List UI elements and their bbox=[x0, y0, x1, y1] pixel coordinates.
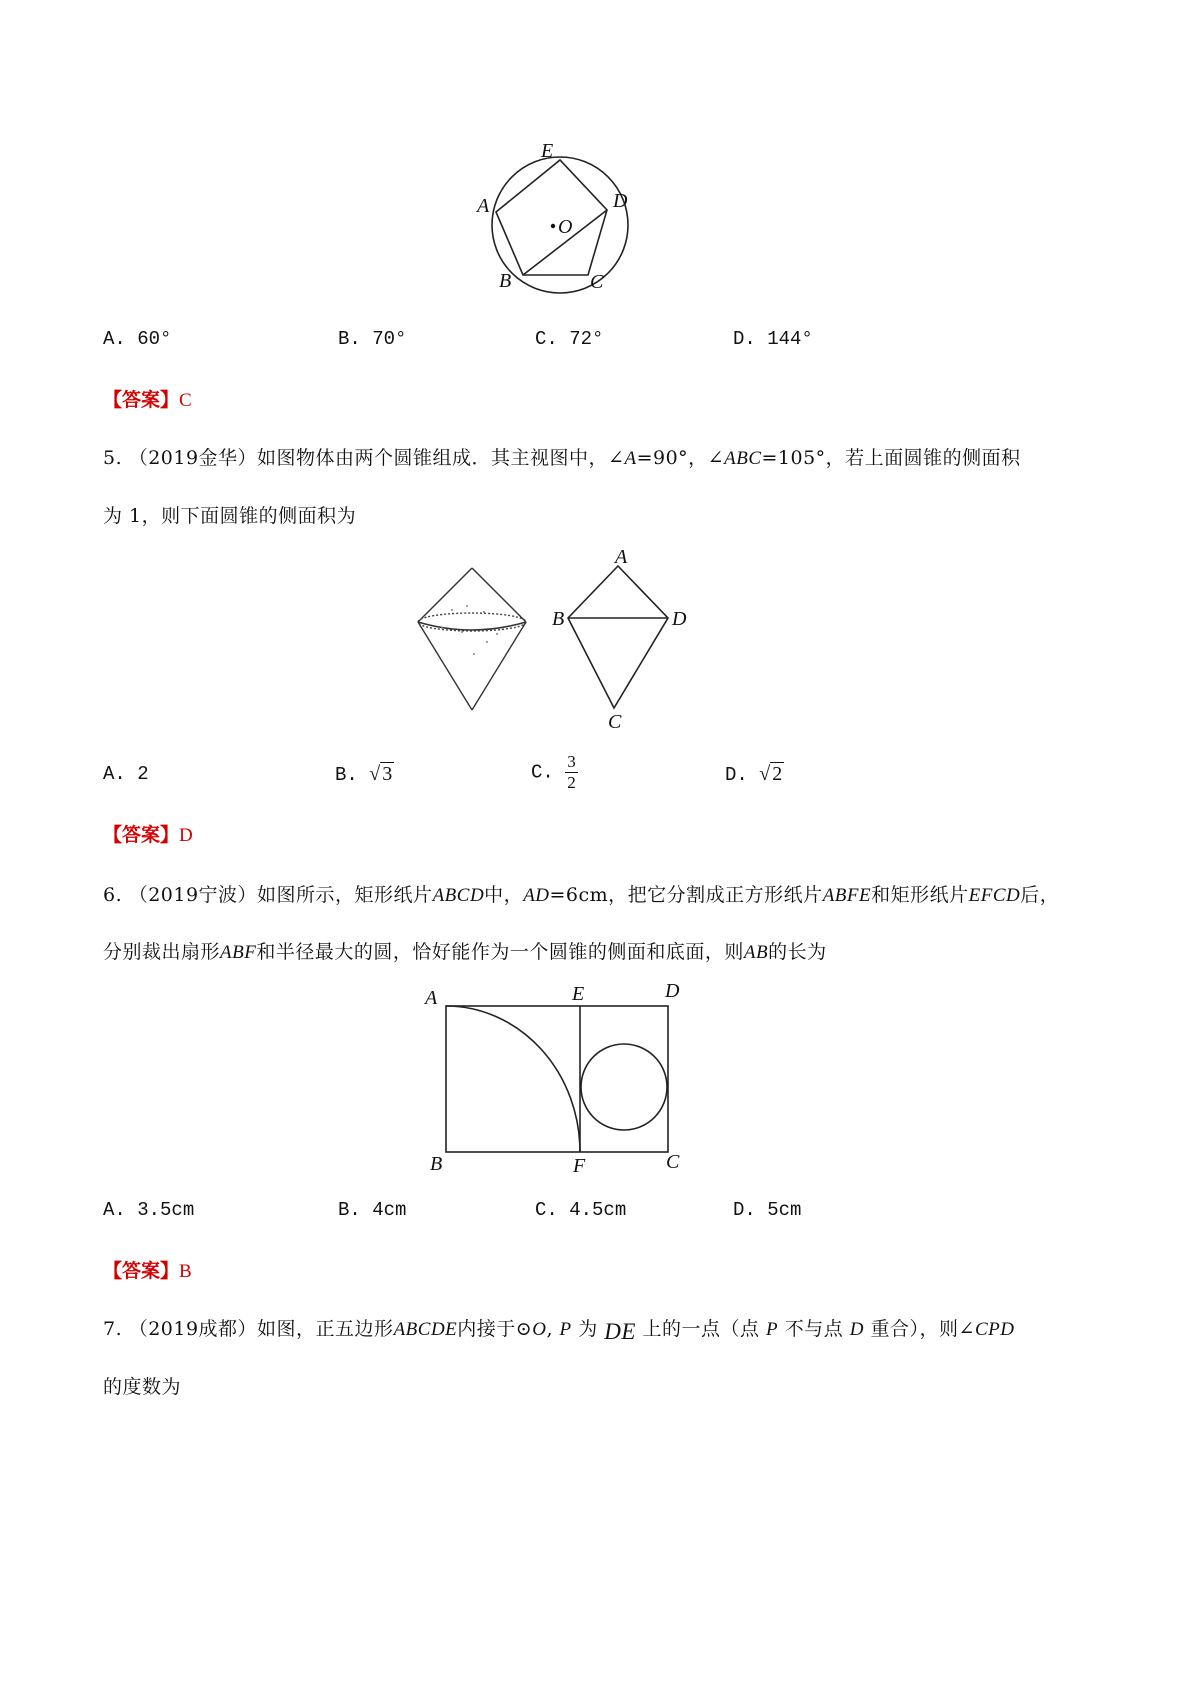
label-d: D bbox=[672, 608, 687, 630]
q5-option-a bbox=[103, 763, 149, 785]
q5-cone-3d-figure bbox=[412, 562, 542, 717]
q6-option-b: B. 4cm bbox=[338, 1199, 407, 1221]
stem-text: 为 bbox=[578, 1318, 598, 1340]
cone-edge bbox=[472, 568, 526, 622]
q5-stem-line1 bbox=[103, 443, 1021, 470]
q6-option-c: C. 4.5cm bbox=[535, 1199, 627, 1221]
stem-text: 分别裁出扇形 bbox=[103, 941, 221, 963]
stem-text: 的长为 bbox=[768, 941, 827, 963]
question-source: （2019金华） bbox=[128, 447, 258, 469]
label-o: O bbox=[558, 216, 573, 238]
sector-arc-abf bbox=[446, 1006, 580, 1152]
stem-var: P bbox=[766, 1319, 779, 1340]
q6-figure bbox=[420, 980, 690, 1175]
stem-text: 中， bbox=[484, 884, 524, 906]
stem-text: , bbox=[546, 1318, 553, 1340]
label-c: C bbox=[590, 271, 604, 293]
label-a: A bbox=[615, 546, 628, 568]
stem-var: ABCD bbox=[432, 885, 485, 906]
stem-text: =105°，若上面圆锥的侧面积 bbox=[761, 447, 1021, 469]
fraction-numerator: 3 bbox=[567, 752, 576, 771]
question-number: 6. bbox=[103, 884, 123, 906]
fraction bbox=[565, 752, 578, 793]
q5-stem-line2: 为 1，则下面圆锥的侧面积为 bbox=[103, 505, 357, 527]
label-f: F bbox=[573, 1155, 586, 1175]
q4-figure bbox=[470, 140, 670, 300]
stem-text: 内接于⊙ bbox=[457, 1318, 533, 1340]
label-b: B bbox=[430, 1153, 443, 1175]
sqrt-expression: √ 2 bbox=[759, 763, 783, 785]
stem-text: =90°，∠ bbox=[636, 447, 725, 469]
q6-stem-line1 bbox=[103, 880, 1059, 907]
stem-text: 重合），则∠ bbox=[870, 1318, 975, 1340]
option-label: C. bbox=[531, 761, 554, 784]
rectangle-abcd bbox=[446, 1006, 668, 1152]
q4-option-c: C. 72° bbox=[535, 328, 604, 350]
stem-var: ABF bbox=[220, 942, 257, 963]
answer-value: C bbox=[179, 390, 192, 411]
option-label: A. bbox=[103, 763, 126, 785]
answer-label: 【答案】 bbox=[103, 824, 180, 846]
label-e: E bbox=[572, 983, 585, 1005]
stem-text: 如图物体由两个圆锥组成．其主视图中，∠ bbox=[257, 447, 625, 469]
answer-label: 【答案】 bbox=[103, 389, 180, 411]
fraction-denominator: 2 bbox=[567, 773, 576, 792]
label-d: D bbox=[613, 190, 628, 212]
stem-var: O bbox=[532, 1319, 547, 1340]
label-b: B bbox=[552, 608, 565, 630]
stem-var: ABCDE bbox=[393, 1319, 458, 1340]
q7-stem-line2: 的度数为 bbox=[103, 1376, 182, 1398]
stem-var: ABC bbox=[724, 448, 762, 469]
question-number: 7. bbox=[103, 1318, 123, 1340]
q6-option-a: A. 3.5cm bbox=[103, 1199, 195, 1221]
stem-text: 如图，正五边形 bbox=[257, 1318, 394, 1340]
q5-option-b bbox=[335, 763, 394, 786]
stem-text: 不与点 bbox=[784, 1318, 844, 1340]
answer-value: B bbox=[179, 1261, 192, 1282]
q5-answer bbox=[103, 820, 193, 847]
cone-edge bbox=[472, 622, 526, 710]
question-source: （2019成都） bbox=[128, 1318, 258, 1340]
q7-stem-line1 bbox=[103, 1314, 1015, 1344]
option-label: D. bbox=[725, 764, 748, 786]
center-dot bbox=[551, 224, 555, 228]
q4-option-d: D. 144° bbox=[733, 328, 813, 350]
question-source: （2019宁波） bbox=[128, 884, 258, 906]
label-a: A bbox=[425, 987, 438, 1009]
kite-abcd bbox=[568, 566, 668, 708]
stem-var: ABFE bbox=[822, 885, 872, 906]
cone-base-ellipse bbox=[418, 613, 526, 631]
answer-value: D bbox=[179, 825, 193, 846]
label-b: B bbox=[499, 270, 512, 292]
q4-answer bbox=[103, 385, 192, 412]
q4-option-a: A. 60° bbox=[103, 328, 172, 350]
question-number: 5. bbox=[103, 447, 123, 469]
stem-text: =6cm，把它分割成正方形纸片 bbox=[549, 884, 823, 906]
q6-answer bbox=[103, 1256, 192, 1283]
stem-text: 和矩形纸片 bbox=[871, 884, 969, 906]
sqrt-expression: √ 3 bbox=[369, 763, 393, 785]
arc-de: DE bbox=[604, 1319, 636, 1344]
stem-text: 和半径最大的圆，恰好能作为一个圆锥的侧面和底面，则 bbox=[256, 941, 744, 963]
stem-var: AD bbox=[523, 885, 550, 906]
stem-var: A bbox=[624, 448, 637, 469]
stem-text: 后， bbox=[1020, 884, 1060, 906]
q4-option-b: B. 70° bbox=[338, 328, 407, 350]
q5-option-d bbox=[725, 763, 784, 786]
label-c: C bbox=[666, 1151, 680, 1173]
label-d: D bbox=[665, 980, 680, 1002]
option-label: B. bbox=[335, 764, 358, 786]
option-value: 2 bbox=[137, 763, 149, 785]
stem-var: CPD bbox=[974, 1319, 1015, 1340]
stem-var: EFCD bbox=[968, 885, 1021, 906]
label-c: C bbox=[608, 711, 622, 733]
label-e: E bbox=[541, 140, 554, 162]
stem-var: AB bbox=[743, 942, 769, 963]
option-value: 3 bbox=[382, 763, 393, 785]
stem-text: 如图所示，矩形纸片 bbox=[257, 884, 433, 906]
q6-option-d: D. 5cm bbox=[733, 1199, 802, 1221]
cone-edge bbox=[418, 622, 472, 710]
inscribed-circle bbox=[581, 1044, 667, 1130]
label-a: A bbox=[477, 195, 490, 217]
stem-var: P bbox=[559, 1319, 572, 1340]
q6-stem-line2 bbox=[103, 937, 827, 964]
option-value: 2 bbox=[772, 763, 783, 785]
answer-label: 【答案】 bbox=[103, 1260, 180, 1282]
stem-text: 上的一点（点 bbox=[642, 1318, 760, 1340]
stem-var: D bbox=[849, 1319, 864, 1340]
q5-front-view-figure bbox=[548, 546, 698, 736]
q5-option-c bbox=[531, 752, 578, 793]
